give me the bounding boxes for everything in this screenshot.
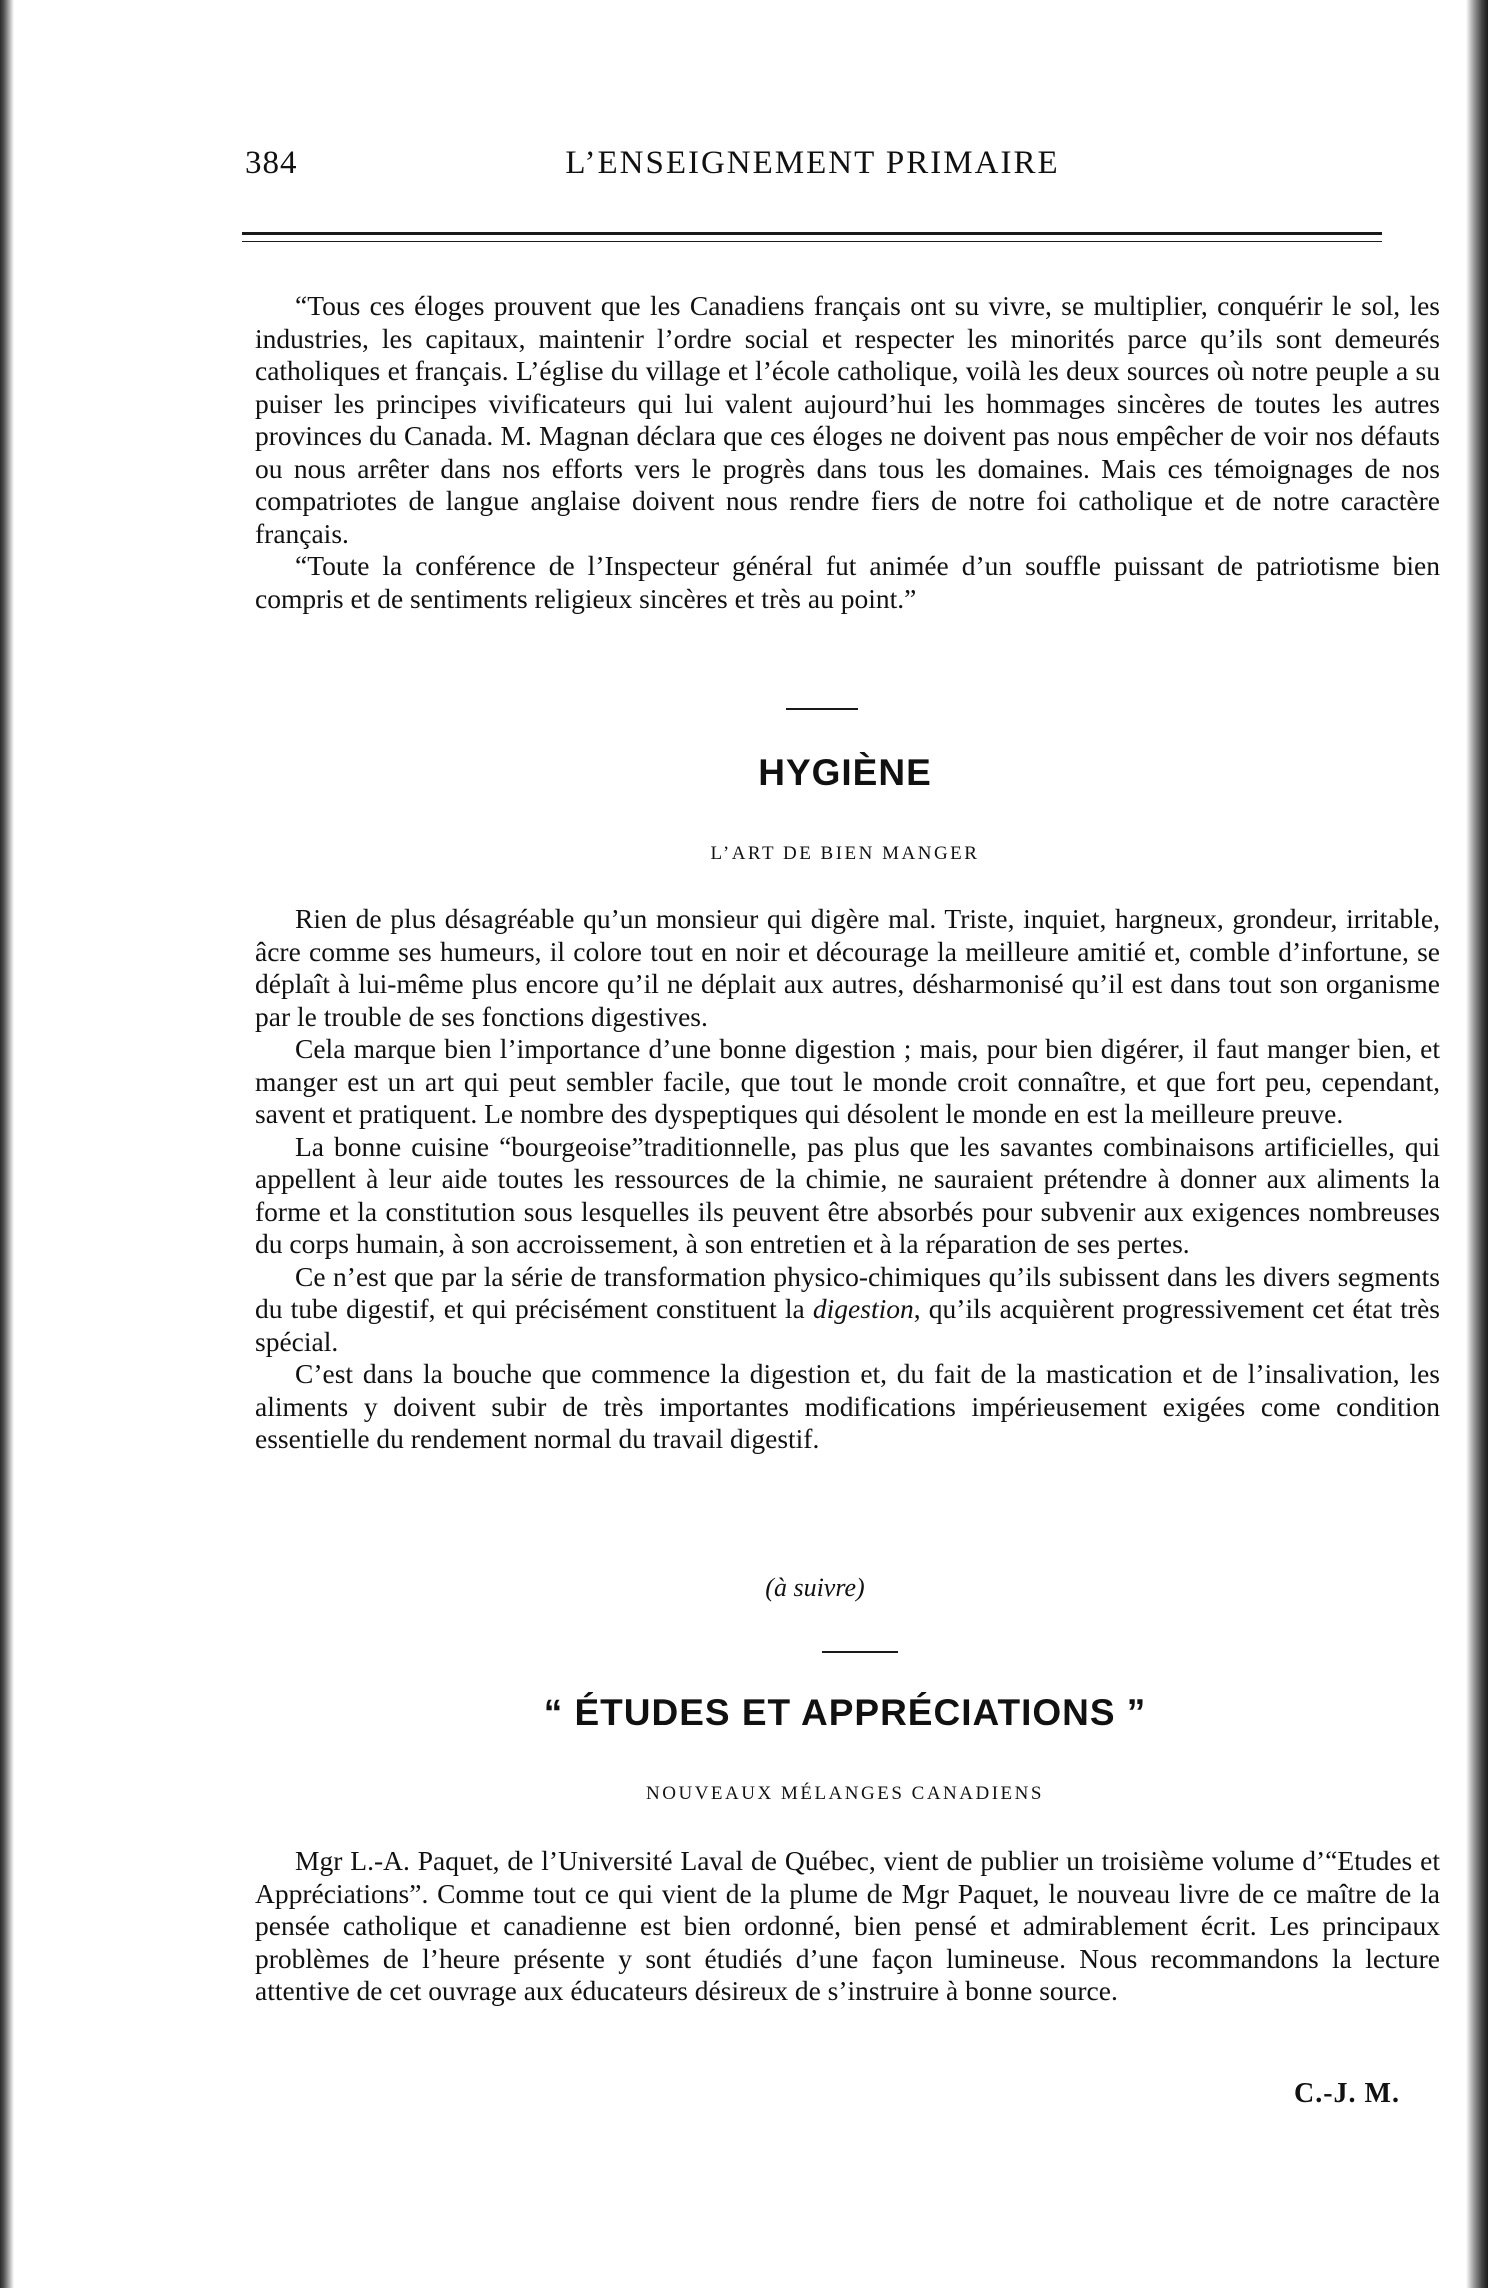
- book-review: [255, 1845, 1440, 2008]
- page-header: [245, 145, 1380, 195]
- author-signature: C.-J. M.: [1294, 2078, 1400, 2109]
- review-paragraph: Mgr L.-A. Paquet, de l’Université Laval de Québec, vient de publier un troisième volume d’“Etudes et Appréciations”. Comme tout ce qui vient de la plume de Mgr Paquet, le nouveau livre de ce maître de la pensée catholique et canadienne est bien ordonné, bien pensé et admirablement écrit. Les principaux problèmes de l’heure présente y sont étudiés d’une façon lumineuse. Nous recommandons la lecture attentive de cet ouvrage aux éducateurs désireux de s’instruire à bonne source.: [255, 1845, 1440, 2006]
- hygiene-article: [255, 903, 1440, 1456]
- article-paragraph: La bonne cuisine “bourgeoise”traditionnelle, pas plus que les savantes combinaisons artificielles, qui appellent à leur aide toutes les ressources de la chimie, ne sauraient prétendre à donner aux aliments la forme et la constitution sous lesquelles ils peuvent être absorbés pour subvenir aux exigences nombreuses du corps humain, à son accroissement, à son entretien et à la réparation de ses pertes.: [255, 1130, 1440, 1259]
- section-subtitle-etudes: NOUVEAUX MÉLANGES CANADIENS: [646, 1783, 1044, 1804]
- intro-quotation: [255, 290, 1440, 615]
- intro-paragraph: “Tous ces éloges prouvent que les Canadiens français ont su vivre, se multiplier, conquérir le sol, les industries, les capitaux, maintenir l’ordre social et respecter les minorités parce qu’ils sont demeurés catholiques et français. L’église du village et l’école catholique, voilà les deux sources où notre peuple a su puiser les principes vivificateurs qui lui valent aujourd’hui les hommages sincères de toutes les autres provinces du Canada. M. Magnan déclara que ces éloges ne doivent pas nous empêcher de voir nos défauts ou nous arrêter dans nos efforts vers le progrès dans tous les domaines. Mais ces témoignages de nos compatriotes de langue anglaise doivent nous rendre fiers de notre foi catholique et de notre caractère français.: [255, 290, 1440, 549]
- section-title-hygiene: HYGIÈNE: [758, 752, 932, 793]
- section-divider: [786, 708, 858, 710]
- to-be-continued-note: (à suivre): [765, 1573, 865, 1602]
- intro-paragraph: “Toute la conférence de l’Inspecteur général fut animée d’un souffle puissant de patriotisme bien compris et de sentiments religieux sincères et très au point.”: [255, 550, 1440, 614]
- article-paragraph: C’est dans la bouche que commence la digestion et, du fait de la mastication et de l’insalivation, les aliments y doivent subir de très importantes modifications impérieusement exigées come condition essentielle du rendement normal du travail digestif.: [255, 1358, 1440, 1454]
- section-title-etudes: “ ÉTUDES ET APPRÉCIATIONS ”: [543, 1692, 1147, 1733]
- header-double-rule: [242, 232, 1382, 242]
- page-edge-shadow-left: [0, 0, 14, 2288]
- article-paragraph: Rien de plus désagréable qu’un monsieur qui digère mal. Triste, inquiet, hargneux, grondeur, irritable, âcre comme ses humeurs, il colore tout en noir et décourage la meilleure amitié et, comble d’infortune, se déplaît à lui-même plus encore qu’il ne déplait aux autres, désharmonisé qu’il est dans tout son organisme par le trouble de ses fonctions digestives.: [255, 903, 1440, 1032]
- running-title: L’ENSEIGNEMENT PRIMAIRE: [565, 145, 1060, 181]
- italic-term: digestion: [812, 1293, 914, 1324]
- section-subtitle-hygiene: L’ART DE BIEN MANGER: [710, 843, 980, 864]
- section-divider: [822, 1651, 898, 1653]
- article-paragraph: [255, 1261, 1440, 1359]
- paragraph-text: Ce n’est que par la série de transformation physico-chimiques qu’ils subissent dans les divers segments du tube digestif, et qui précisément constituent la: [255, 1260, 1440, 1324]
- article-paragraph: Cela marque bien l’importance d’une bonne digestion ; mais, pour bien digérer, il faut manger bien, et manger est un art qui peut sembler facile, que tout le monde croit connaître, et que fort peu, cependant, savent et pratiquent. Le nombre des dyspeptiques qui désolent le monde en est la meilleure preuve.: [255, 1033, 1440, 1129]
- paragraph-text: , qu’ils acquièrent progressivement cet état très spécial.: [255, 1293, 1440, 1357]
- page-number: 384: [245, 145, 298, 181]
- page-edge-shadow-right: [1466, 0, 1488, 2288]
